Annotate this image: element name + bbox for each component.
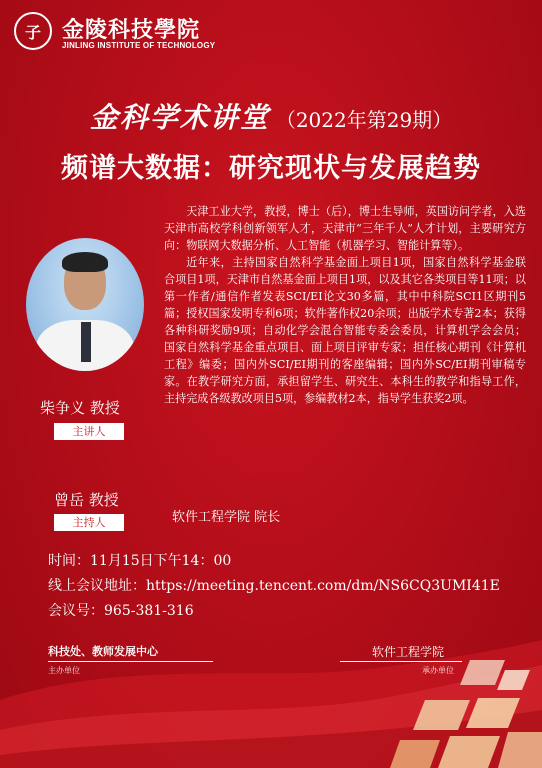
speaker-bio xyxy=(164,203,526,407)
time-row xyxy=(48,550,231,570)
series-title: 金科学术讲堂 xyxy=(89,101,270,134)
decorative-waves xyxy=(0,640,542,768)
co-organization: 软件工程学院 xyxy=(372,645,445,659)
divider-right xyxy=(340,661,462,662)
meeting-url-row xyxy=(48,575,500,595)
school-name-cn: 金陵科技學院 xyxy=(62,17,201,43)
meeting-id-label: 会议号： xyxy=(48,603,104,619)
host-description: 软件工程学院 院长 xyxy=(172,510,281,525)
talk-title: 频谱大数据：研究现状与发展趋势 xyxy=(61,153,481,184)
speaker-photo xyxy=(26,238,144,371)
time-value: 11月15日下午14：00 xyxy=(90,553,232,569)
divider-left xyxy=(48,661,213,662)
bio-paragraph: 天津工业大学，教授，博士（后），博士生导师，英国访问学者，入选天津市高校学科创新领军人才，天津市“三年千人”人才计划，主要研究方向：物联网大数据分析、人工智能（机器学习、智能计算等）。 xyxy=(164,205,526,252)
bio-paragraph: 近年来，主持国家自然科学基金面上项目1项，国家自然科学基金联合项目1项，天津市自然基金面上项目1项，以及其它各类项目等11项；以第一作者/通信作者发表SCI/EI论文30多篇，其中中科院SCI1区期刊5篇；授权国家发明专利6项；软件著作权20余项；出版学术专著2本；获得各种科研奖励9项；自动化学会混合智能专委会委员，计算机学会会员；国家自然科学基金重点项目、面上项目评审专家；担任核心期刊《计算机工程》编委；国内外SCI/EI期刊的客座编辑；国内外SC/EI期刊审稿专家。在教学研究方面，承担留学生、研究生、本科生的教学和指导工作，主持完成各级教改项目5项，参编教材2本，指导学生获奖2项。 xyxy=(164,256,526,405)
meeting-url-label: 线上会议地址： xyxy=(48,578,146,594)
school-logo xyxy=(14,12,52,50)
meeting-id-row xyxy=(48,600,194,620)
issue-number: （2022年第29期） xyxy=(275,108,453,132)
host-name: 曾岳 教授 xyxy=(54,491,119,509)
speaker-name: 柴争义 教授 xyxy=(40,399,120,417)
host-organization: 科技处、教师发展中心 xyxy=(48,645,158,658)
time-label: 时间： xyxy=(48,553,90,569)
lecture-series-heading xyxy=(0,96,542,136)
school-name-en: JINLING INSTITUTE OF TECHNOLOGY xyxy=(62,41,216,50)
meeting-url-link[interactable]: https://meeting.tencent.com/dm/NS6CQ3UMI41E xyxy=(146,578,500,594)
speaker-role-badge: 主讲人 xyxy=(54,423,124,440)
host-role-badge: 主持人 xyxy=(54,514,124,531)
school-logo-glyph: 子 xyxy=(24,22,41,42)
co-organization-caption: 承办单位 xyxy=(422,666,454,675)
meeting-id-value: 965-381-316 xyxy=(104,603,194,619)
host-organization-caption: 主办单位 xyxy=(48,666,80,675)
